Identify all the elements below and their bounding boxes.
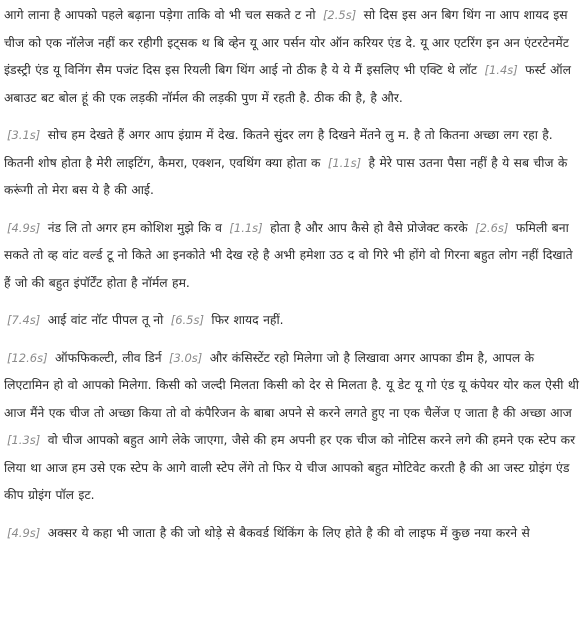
- transcript-text: होता है और आप कैसे हो वैसे प्रोजेक्ट करके: [270, 220, 468, 235]
- timestamp-label: [3.1s]: [7, 128, 41, 142]
- timestamp-label: [2.5s]: [322, 8, 357, 22]
- timestamp-label: [1.1s]: [229, 220, 263, 235]
- transcript-text: वो चीज आपको बहुत आगे लेके जाएगा, जैसे की हम अपनी हर एक चीज को नोटिस करने लगे की हमने एक स्टेप कर लिया था आज हम उसे एक स्टेप के आगे वाली स्टेप लेंगे तो फिर ये चीज आपको बहुत मोटिवेट करती है की आ जस्ट ग्रोइंग एंड कीप ग्रोइंग पॉल इट.: [4, 433, 576, 502]
- transcript-paragraph: [4, 345, 582, 510]
- transcript-text: नंड लि तो अगर हम कोशिश मुझे कि व: [47, 220, 222, 235]
- timestamp-label: [4.9s]: [7, 220, 41, 235]
- timestamp-label: [1.3s]: [7, 433, 41, 447]
- transcript-paragraph: [4, 215, 582, 298]
- timestamp-label: [6.5s]: [170, 313, 204, 327]
- timestamp-label: [1.1s]: [327, 155, 362, 170]
- transcript-text: आगे लाना है आपको पहले बढ़ाना पड़ेगा ताकि वो भी चल सकते ट नो: [4, 8, 316, 22]
- timestamp-label: [1.4s]: [484, 63, 518, 77]
- transcript-text: है मेरे पास उतना पैसा नहीं है ये सब चीज के करूंगी तो मेरा बस ये है की आई.: [4, 155, 568, 197]
- transcript-paragraph: [4, 520, 582, 548]
- timestamp-label: [12.6s]: [7, 350, 48, 365]
- transcript-text: सोच हम देखते हैं अगर आप इंग्राम में देख. कितने सुंदर लग है दिखने मेंतने लु म. है तो कितना अच्छा लग रहा है. कितनी शोष होता है मेरी लाइटिंग, कैमरा, एक्शन, एवथिंग क्या होता क: [4, 128, 553, 170]
- transcript-text: अक्सर ये कहा भी जाता है की जो थोड़े से बैकवर्ड थिंकिंग के लिए होते है की वो लाइफ में कुछ नया करने से: [47, 525, 530, 540]
- timestamp-label: [7.4s]: [7, 313, 41, 327]
- transcript-text: आई वांट नॉट पीपल तू नो: [47, 313, 164, 327]
- timestamp-label: [2.6s]: [475, 220, 509, 235]
- transcript-text: फर्स्ट ऑल अबाउट बट बोल हूं की एक लड़की नॉर्मल की लड़की पुण में रहती है. ठीक की है, है और.: [4, 63, 571, 105]
- transcript-text: ऑफफिकल्टी, लीव डिर्न: [55, 350, 162, 365]
- timestamp-label: [4.9s]: [7, 525, 41, 540]
- transcript-paragraph: [4, 122, 582, 205]
- transcript-paragraph: [4, 2, 582, 112]
- transcript-text: फिर शायद नहीं.: [211, 313, 284, 327]
- transcript-paragraph: [4, 307, 582, 335]
- transcript-text: और कंसिस्टेंट रहो मिलेगा जो है लिखावा अगर आपका डीम है, आपल के लिएटामिन हो वो आपको मिलेगा. किसी को जल्दी मिलता किसी को देर से मिलता है. यू डेट यू गो एंड यू कंपेयर योर कल ऐसी थी आज मैंने एक चीज तो अच्छा किया तो वो कंपैरिजन के बाबा अपने से करने लगते हुए ना एक चैलेंज ए जाता है की अच्छा आज: [4, 350, 579, 420]
- timestamp-label: [3.0s]: [169, 350, 203, 365]
- transcript-text: सो दिस इस अन बिग थिंग ना आप शायद इस चीज को एक नॉलेज नहीं कर रहीगी इट्सक थ बि व्हेन यू आर पर्सन योर ऑन करियर एंड दे. यू आर एटरिंग इन अन एंटरटेनमेंट इंडस्ट्री एंड यू विनिंग सैम पजंट दिस इस रियली बिग थिंग आई नो ठीक है ये ये मैं इसलिए भी एक्टि थे लॉट: [4, 8, 569, 77]
- transcript-text: फमिली बना सकते तो व्ह वांट वर्ल्ड टू नो किते आ इनकोते भी देख रहे है अभी हमेशा उठ द वो गिरे भी होंगे वो गिरना बहुत लोग नहीं दिखाते हैं जो की बहुत इंपॉर्टेंट होता है नॉर्मल हम.: [4, 220, 573, 290]
